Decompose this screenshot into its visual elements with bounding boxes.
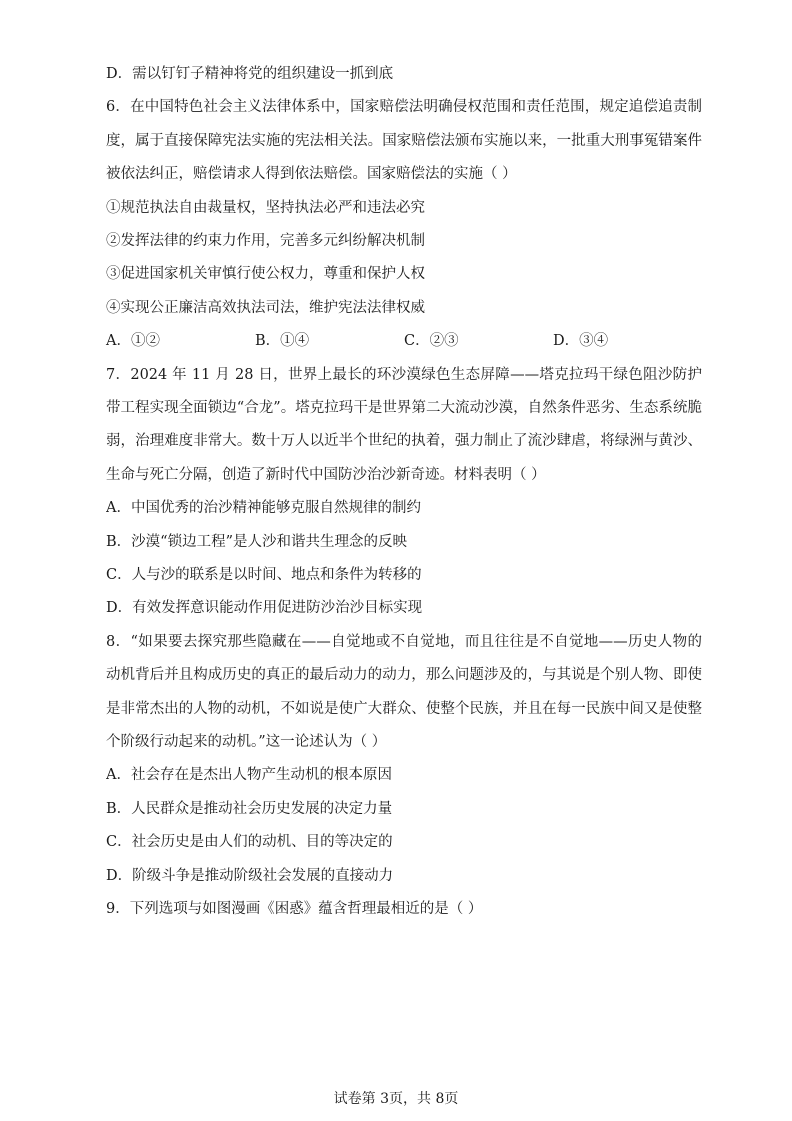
- q7-option-b: B．沙漠“锁边工程”是人沙和谐共生理念的反映: [106, 533, 407, 550]
- q6-stem: 6．在中国特色社会主义法律体系中，国家赔偿法明确侵权范围和责任范围，规定追偿追责制度，属于直接保障宪法实施的宪法相关法。国家赔偿法颁布实施以来，一批重大刑事冤错案件被依法纠正，赔偿请求人得到依法赔偿。国家赔偿法的实施（ ）: [106, 99, 702, 183]
- q6-option-b: B．①④: [255, 333, 310, 350]
- q6-statement-2: ②发挥法律的约束力作用，完善多元纠纷解决机制: [106, 233, 425, 249]
- q6-statement-1: ①规范执法自由裁量权，坚持执法必严和违法必究: [106, 199, 425, 216]
- q6-statement-4: ④实现公正廉洁高效执法司法，维护宪法法律权威: [106, 299, 425, 316]
- q9-stem: 9．下列选项与如图漫画《困惑》蕴含哲理最相近的是（ ）: [106, 900, 483, 917]
- q6-option-c: C．②③: [404, 333, 459, 350]
- q8-option-a: A．社会存在是杰出人物产生动机的根本原因: [106, 767, 392, 784]
- q7-option-c: C．人与沙的联系是以时间、地点和条件为转移的: [106, 566, 422, 583]
- q7-option-a: A．中国优秀的治沙精神能够克服自然规律的制约: [106, 500, 421, 517]
- q6-options: [106, 325, 702, 358]
- q7-stem: 7．2024 年 11 月 28 日，世界上最长的环沙漠绿色生态屏障——塔克拉玛干绿色阻沙防护带工程实现全面锁边“合龙”。塔克拉玛干是世界第二大流动沙漠，自然条件恶劣、生态系统脆弱，治理难度非常大。数十万人以近半个世纪的执着，强力制止了流沙肆虐，将绿洲与黄沙、生命与死亡分隔，创造了新时代中国防沙治沙新奇迹。材料表明（ ）: [106, 366, 702, 483]
- page-number-footer: 试卷第 3页，共 8页: [333, 1091, 459, 1107]
- q7-option-d: D．有效发挥意识能动作用促进防沙治沙目标实现: [106, 600, 423, 617]
- q5-option-d: D．需以钉钉子精神将党的组织建设一抓到底: [106, 66, 394, 82]
- page-content: [106, 58, 702, 926]
- q6-statement-3: ③促进国家机关审慎行使公权力，尊重和保护人权: [106, 266, 425, 283]
- q8-stem: 8．“如果要去探究那些隐藏在——自觉地或不自觉地，而且往往是不自觉地——历史人物的动机背后并且构成历史的真正的最后动力的动力，那么问题涉及的，与其说是个别人物、即使是非常杰出的人物的动机，不如说是使广大群众、使整个民族，并且在每一民族中间又是使整个阶级行动起来的动机。”这一论述认为（ ）: [106, 633, 702, 750]
- q8-option-c: C．社会历史是由人们的动机、目的等决定的: [106, 834, 393, 851]
- q6-option-d: D．③④: [553, 333, 609, 350]
- q8-option-b: B．人民群众是推动社会历史发展的决定力量: [106, 800, 393, 817]
- q6-option-a: A．①②: [106, 333, 160, 350]
- q8-option-d: D．阶级斗争是推动阶级社会发展的直接动力: [106, 867, 394, 884]
